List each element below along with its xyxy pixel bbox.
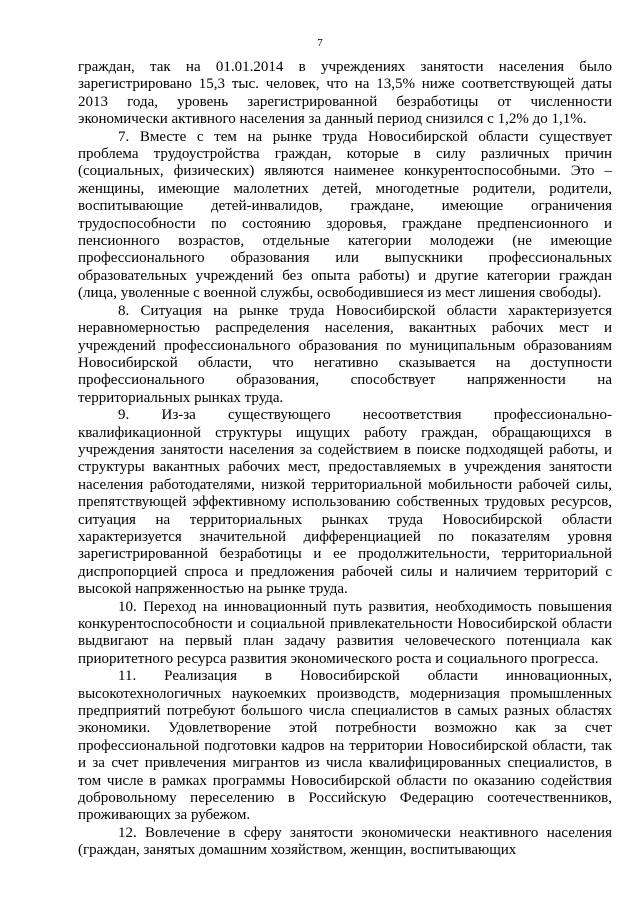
paragraph-12: 12. Вовлечение в сферу занятости экономически неактивного населения (граждан, занятых домашним хозяйством, женщин, воспитывающих [78,824,612,859]
document-body [78,59,612,860]
paragraph-continuation: граждан, так на 01.01.2014 в учреждениях занятости населения было зарегистрировано 15,3 тыс. человек, что на 13,5% ниже соответствующей даты 2013 года, уровень зарегистрированной безработицы от численности экономически активного населения за данный период снизился с 1,2% до 1,1%. [78,59,612,128]
paragraph-7: 7. Вместе с тем на рынке труда Новосибирской области существует проблема трудоустройства граждан, которые в силу различных причин (социальных, физических) являются наименее конкурентоспособными. Это – женщины, имеющие малолетних детей, многодетные родители, родители, воспитывающие детей-инвалидов, граждане, имеющие ограничения трудоспособности по состоянию здоровья, граждане предпенсионного и пенсионного возрастов, отдельные категории молодежи (не имеющие профессионального образования или выпускники профессиональных образовательных учреждений без опыта работы) и другие категории граждан (лица, уволенные с военной службы, освободившиеся из мест лишения свободы). [78,128,612,302]
paragraph-11: 11. Реализация в Новосибирской области инновационных, высокотехнологичных наукоемких производств, модернизация промышленных предприятий потребуют большого числа специалистов в самых разных областях экономики. Удовлетворение этой потребности возможно как за счет профессиональной подготовки кадров на территории Новосибирской области, так и за счет привлечения мигрантов из числа квалифицированных специалистов, в том числе в рамках программы Новосибирской области по оказанию содействия добровольному переселению в Российскую Федерацию соотечественников, проживающих за рубежом. [78,668,612,824]
paragraph-8: 8. Ситуация на рынке труда Новосибирской области характеризуется неравномерностью распределения населения, вакантных рабочих мест и учреждений профессионального образования по муниципальным образованиям Новосибирской области, что негативно сказывается на доступности профессионального образования, способствует напряженности на территориальных рынках труда. [78,302,612,406]
page-number: 7 [317,37,323,49]
paragraph-9: 9. Из-за существующего несоответствия профессионально-квалификационной структуры ищущих работу граждан, обращающихся в учреждения занятости населения за содействием в поиске подходящей работы, и структуры вакантных рабочих мест, предоставляемых в учреждения занятости населения работодателями, низкой территориальной мобильности рабочей силы, препятствующей эффективному использованию собственных трудовых ресурсов, ситуация на территориальных рынках труда Новосибирской области характеризуется значительной дифференциацией по показателям уровня зарегистрированной безработицы и ее продолжительности, территориальной диспропорцией спроса и предложения рабочей силы и наличием территорий с высокой напряженностью на рынке труда. [78,407,612,598]
paragraph-10: 10. Переход на инновационный путь развития, необходимость повышения конкурентоспособности и социальной привлекательности Новосибирской области выдвигают на первый план задачу развития человеческого потенциала как приоритетного ресурса развития экономического роста и социального прогресса. [78,598,612,667]
